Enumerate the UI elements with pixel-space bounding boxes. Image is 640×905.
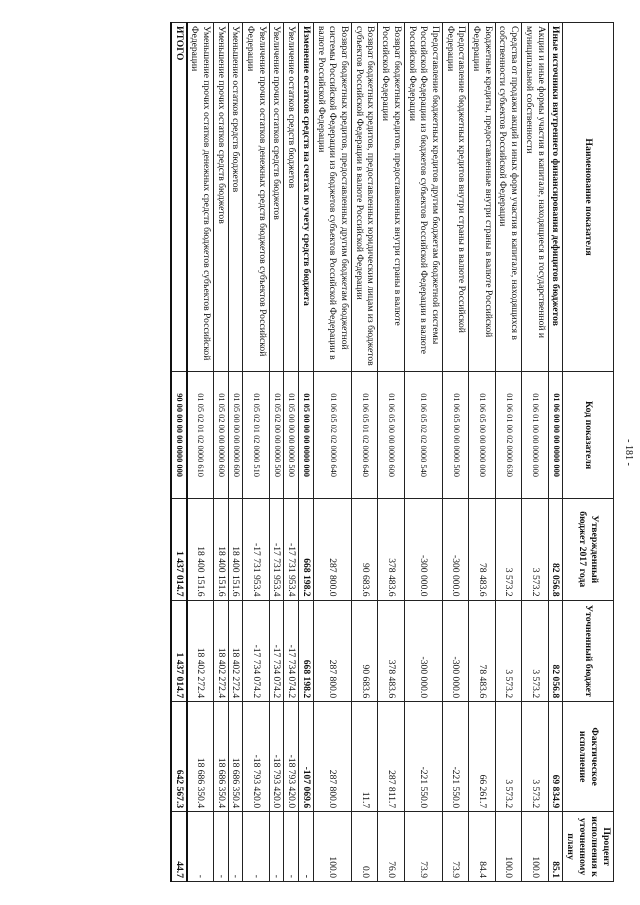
cell-name: Возврат бюджетных кредитов, предоставленных внутри страны в валюте Российской Федерации	[378, 23, 404, 372]
page-number: - 181 -	[623, 439, 634, 466]
cell-actual: -18 793 420.0	[269, 702, 284, 812]
cell-actual: 66 261.7	[469, 702, 495, 812]
cell-percent: 100.0	[495, 812, 521, 882]
cell-specified: 3 573.2	[495, 600, 521, 702]
cell-actual: -18 793 420.0	[243, 702, 269, 812]
total-cell-percent: 44.7	[171, 812, 187, 882]
total-cell-actual: 642 567.3	[171, 702, 187, 812]
cell-name: Изменение остатков средств на счетах по учету средств бюджета	[299, 23, 314, 372]
table-row	[269, 23, 284, 882]
cell-actual: 11.7	[352, 702, 378, 812]
cell-percent: -	[213, 812, 228, 882]
cell-code: 01 06 01 00 00 0000 000	[522, 372, 548, 499]
cell-approved: -17 731 953.4	[269, 499, 284, 601]
table-row	[243, 23, 269, 882]
cell-name: Предоставление бюджетных кредитов другим бюджетам бюджетной системы Российской Федерации из бюджетов субъектов Российской Федерации в валюте Российской Федерации	[404, 23, 442, 372]
cell-specified: 378 483.6	[378, 600, 404, 702]
cell-name: Средства от продажи акций и иных форм участия в капитале, находящихся в собственности субъектов Российской Федерации	[495, 23, 521, 372]
table-row	[378, 23, 404, 882]
cell-percent: 73.9	[404, 812, 442, 882]
cell-actual: 18 686 350.4	[213, 702, 228, 812]
cell-percent: -	[228, 812, 243, 882]
sources-table	[170, 22, 614, 882]
cell-approved: 3 573.2	[522, 499, 548, 601]
cell-percent: -	[187, 812, 214, 882]
cell-percent: -	[299, 812, 314, 882]
cell-name: Увеличение остатков средств бюджетов	[284, 23, 299, 372]
total-row	[171, 23, 187, 882]
cell-name: Акции и иные формы участия в капитале, находящиеся в государственной и муниципальной собственности	[522, 23, 548, 372]
header-specified: Уточненный бюджет	[563, 600, 614, 702]
cell-approved: 378 483.6	[378, 499, 404, 601]
cell-name: Бюджетные кредиты, предоставленные внутри страны в валюте Российской Федерации	[469, 23, 495, 372]
cell-specified: -17 734 074.2	[243, 600, 269, 702]
cell-specified: 82 056.8	[548, 600, 563, 702]
cell-actual: 3 573.2	[522, 702, 548, 812]
cell-percent: -	[243, 812, 269, 882]
table-row	[495, 23, 521, 882]
cell-code: 01 05 02 01 02 0000 610	[187, 372, 214, 499]
cell-name: Иные источники внутреннего финансирования дефицитов бюджетов	[548, 23, 563, 372]
header-name: Наименование показателя	[563, 23, 614, 372]
cell-actual: 69 834.9	[548, 702, 563, 812]
header-code: Код показателя	[563, 372, 614, 499]
cell-specified: -300 000.0	[404, 600, 442, 702]
cell-percent: 76.0	[378, 812, 404, 882]
cell-actual: 287 811.7	[378, 702, 404, 812]
cell-specified: 78 483.6	[469, 600, 495, 702]
cell-percent: 0.0	[352, 812, 378, 882]
total-cell-specified: 1 437 014.7	[171, 600, 187, 702]
cell-actual: -18 793 420.0	[284, 702, 299, 812]
cell-percent: 85.1	[548, 812, 563, 882]
cell-percent: 73.9	[442, 812, 468, 882]
table-row	[284, 23, 299, 882]
total-cell-name: ИТОГО	[171, 23, 187, 372]
cell-percent: 100.0	[313, 812, 351, 882]
cell-approved: 668 198.2	[299, 499, 314, 601]
table-row	[228, 23, 243, 882]
cell-code: 01 06 05 02 02 0000 640	[313, 372, 351, 499]
cell-specified: -17 734 074.2	[269, 600, 284, 702]
cell-code: 01 06 05 00 00 0000 600	[378, 372, 404, 499]
cell-name: Уменьшение прочих остатков денежных средств бюджетов субъектов Российской Федерации	[187, 23, 214, 372]
cell-actual: -221 550.0	[442, 702, 468, 812]
cell-specified: 90 683.6	[352, 600, 378, 702]
cell-percent: -	[284, 812, 299, 882]
cell-code: 01 06 05 00 00 0000 000	[469, 372, 495, 499]
header-actual: Фактическое исполнение	[563, 702, 614, 812]
cell-name: Возврат бюджетных кредитов, предоставленных юридическим лицам из бюджетов субъектов Российской Федерации в валюте Российской Федерации	[352, 23, 378, 372]
cell-specified: 668 198.2	[299, 600, 314, 702]
cell-approved: 3 573.2	[495, 499, 521, 601]
cell-name: Увеличение прочих остатков денежных средств бюджетов субъектов Российской Федерации	[243, 23, 269, 372]
cell-specified: 3 573.2	[522, 600, 548, 702]
table-header-row	[563, 23, 614, 882]
cell-specified: 18 402 272.4	[213, 600, 228, 702]
table-row	[522, 23, 548, 882]
cell-code: 01 05 02 00 00 0000 600	[213, 372, 228, 499]
table-row	[352, 23, 378, 882]
cell-approved: 287 800.0	[313, 499, 351, 601]
cell-code: 01 05 00 00 00 0000 000	[299, 372, 314, 499]
cell-name: Уменьшение остатков средств бюджетов	[228, 23, 243, 372]
cell-specified: 287 800.0	[313, 600, 351, 702]
cell-code: 01 05 00 00 00 0000 500	[284, 372, 299, 499]
cell-approved: 90 683.6	[352, 499, 378, 601]
cell-specified: -300 000.0	[442, 600, 468, 702]
table-row	[548, 23, 563, 882]
cell-code: 01 05 02 00 00 0000 500	[269, 372, 284, 499]
cell-code: 01 06 05 02 02 0000 540	[404, 372, 442, 499]
total-cell-code: 90 00 00 00 00 0000 000	[171, 372, 187, 499]
table-row	[213, 23, 228, 882]
cell-approved: 78 483.6	[469, 499, 495, 601]
cell-percent: -	[269, 812, 284, 882]
cell-code: 01 06 01 00 02 0000 630	[495, 372, 521, 499]
cell-specified: -17 734 074.2	[284, 600, 299, 702]
table-row	[313, 23, 351, 882]
cell-name: Предоставление бюджетных кредитов внутри страны в валюте Российской Федерации	[442, 23, 468, 372]
cell-approved: -17 731 953.4	[243, 499, 269, 601]
cell-approved: 18 400 151.6	[187, 499, 214, 601]
cell-actual: -221 550.0	[404, 702, 442, 812]
cell-name: Уменьшение прочих остатков средств бюджетов	[213, 23, 228, 372]
header-percent: Процент исполнения к уточненному плану	[563, 812, 614, 882]
cell-code: 01 06 05 00 00 0000 500	[442, 372, 468, 499]
table-row	[299, 23, 314, 882]
header-approved: Утвержденный бюджет 2017 года	[563, 499, 614, 601]
cell-specified: 18 402 272.4	[187, 600, 214, 702]
cell-approved: -17 731 953.4	[284, 499, 299, 601]
cell-approved: -300 000.0	[404, 499, 442, 601]
cell-approved: -300 000.0	[442, 499, 468, 601]
total-cell-approved: 1 437 014.7	[171, 499, 187, 601]
table-row	[404, 23, 442, 882]
cell-code: 01 05 02 01 02 0000 510	[243, 372, 269, 499]
cell-percent: 84.4	[469, 812, 495, 882]
table-row	[187, 23, 214, 882]
cell-percent: 100.0	[522, 812, 548, 882]
cell-name: Возврат бюджетных кредитов, предоставленных другим бюджетам бюджетной системы Российской Федерации из бюджетов субъектов Российской Федерации в валюте Российской Федерации	[313, 23, 351, 372]
cell-code: 01 05 00 00 00 0000 600	[228, 372, 243, 499]
cell-actual: -107 069.6	[299, 702, 314, 812]
cell-actual: 18 686 350.4	[228, 702, 243, 812]
cell-actual: 3 573.2	[495, 702, 521, 812]
cell-actual: 18 686 350.4	[187, 702, 214, 812]
table-row	[442, 23, 468, 882]
cell-name: Увеличение прочих остатков средств бюджетов	[269, 23, 284, 372]
cell-approved: 18 400 151.6	[213, 499, 228, 601]
cell-actual: 287 800.0	[313, 702, 351, 812]
table-row	[469, 23, 495, 882]
cell-approved: 82 056.8	[548, 499, 563, 601]
cell-code: 01 06 00 00 00 0000 000	[548, 372, 563, 499]
cell-specified: 18 402 272.4	[228, 600, 243, 702]
cell-code: 01 06 05 01 02 0000 640	[352, 372, 378, 499]
cell-approved: 18 400 151.6	[228, 499, 243, 601]
